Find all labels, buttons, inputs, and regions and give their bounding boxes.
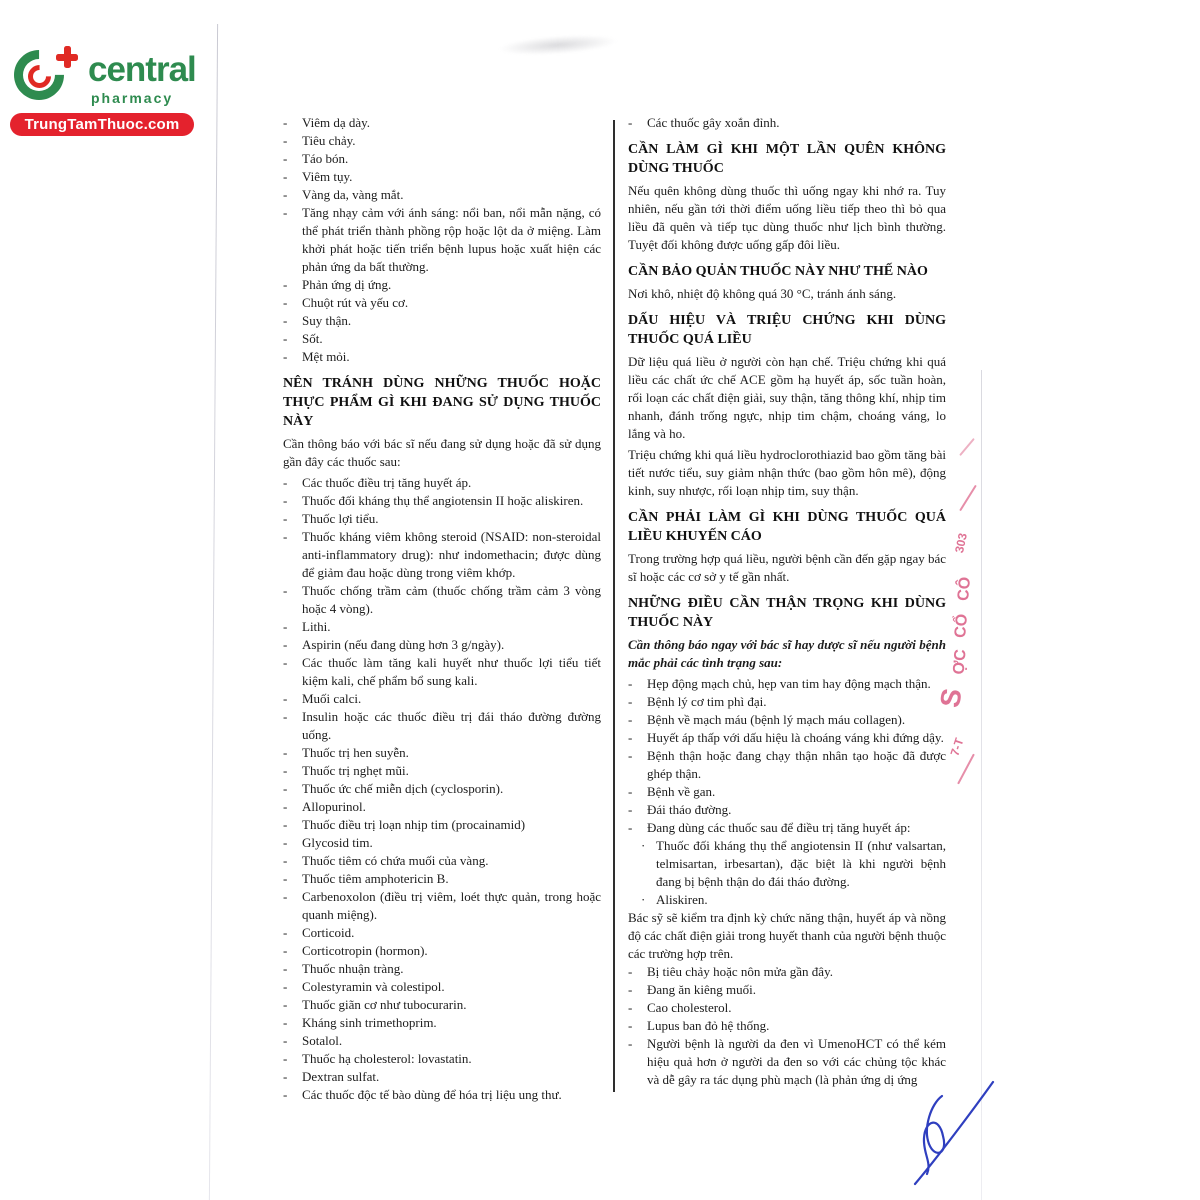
list-item [628, 693, 946, 711]
list-item [283, 1050, 601, 1068]
list-item-text: Lupus ban đỏ hệ thống. [647, 1018, 770, 1033]
list-item [628, 711, 946, 729]
list-item-text: Các thuốc độc tế bào dùng để hóa trị liệu ung thư. [302, 1087, 562, 1102]
bullet-marker: - [283, 655, 288, 670]
paragraph: Dữ liệu quá liều ở người còn hạn chế. Triệu chứng khi quá liều các chất ức chế ACE gồm hạ huyết áp, sốc tuần hoàn, rối loạn các chất điện giải, suy thận, tăng thông khí, nhịp tim nhanh, đánh trống ngực, nhịp tim chậm, choáng váng, lo lắng và ho. [628, 354, 946, 441]
list-item [283, 690, 601, 708]
list-item [628, 783, 946, 801]
list-item-text: Corticoid. [302, 925, 355, 940]
bullet-marker: - [283, 997, 288, 1012]
bullet-marker: - [628, 982, 633, 997]
list-item-text: Allopurinol. [302, 799, 366, 814]
list-item-text: Mệt mỏi. [302, 349, 350, 364]
list-item-text: Đái tháo đường. [647, 802, 732, 817]
list-item-text: Kháng sinh trimethoprim. [302, 1015, 437, 1030]
bullet-marker: - [283, 349, 288, 364]
stamp-text-fragment: S [933, 686, 968, 710]
bullet-marker: - [628, 1018, 633, 1033]
list-item [283, 618, 601, 636]
list-item-text: Bệnh về mạch máu (bệnh lý mạch máu collagen). [647, 712, 906, 727]
list-item-text: Các thuốc làm tăng kali huyết như thuốc lợi tiểu tiết kiệm kali, chế phẩm bổ sung kali. [302, 655, 601, 688]
list-item [283, 114, 601, 132]
list-item-text: Sốt. [302, 331, 323, 346]
bullet-marker: - [283, 1051, 288, 1066]
bullet-marker: - [283, 979, 288, 994]
bullet-marker: - [283, 745, 288, 760]
list-item-text: Thuốc giãn cơ như tubocurarin. [302, 997, 467, 1012]
list-item [283, 654, 601, 690]
list-item [283, 150, 601, 168]
list-item-text: Chuột rút và yếu cơ. [302, 295, 409, 310]
leaflet-left-column [283, 114, 601, 1104]
list-item [283, 1032, 601, 1050]
bullet-marker: - [283, 961, 288, 976]
bullet-marker: - [283, 529, 288, 544]
list-item [283, 996, 601, 1014]
list-item [628, 1017, 946, 1035]
stamp-line [957, 754, 975, 785]
list-item [283, 1014, 601, 1032]
list-item [628, 747, 946, 783]
list-item-text: Lithi. [302, 619, 331, 634]
bullet-list [628, 675, 946, 1089]
bullet-marker: - [283, 637, 288, 652]
bullet-marker: - [628, 115, 633, 130]
page-left-edge [209, 24, 218, 1200]
list-item [283, 942, 601, 960]
stamp-text-fragment: CỔ [951, 613, 972, 639]
list-item-text: Thuốc lợi tiểu. [302, 511, 379, 526]
list-item-text: Táo bón. [302, 151, 349, 166]
bullet-marker: - [283, 1069, 288, 1084]
bullet-marker: - [283, 1087, 288, 1102]
list-item-text: Thuốc đối kháng thụ thể angiotensin II hoặc aliskiren. [302, 493, 584, 508]
bullet-marker: - [628, 1000, 633, 1015]
bullet-marker: - [628, 730, 633, 745]
bullet-marker: - [283, 475, 288, 490]
list-item [283, 708, 601, 744]
signature-ink [885, 1076, 1000, 1191]
list-item-text: Insulin hoặc các thuốc điều trị đái tháo đường đường uống. [302, 709, 601, 742]
list-item-text: Huyết áp thấp với dấu hiệu là choáng váng khi đứng dậy. [647, 730, 944, 745]
list-item-text: Phản ứng dị ứng. [302, 277, 392, 292]
paragraph: Nếu quên không dùng thuốc thì uống ngay khi nhớ ra. Tuy nhiên, nếu gần tới thời điểm uống liều tiếp theo thì bỏ qua liều đã quên và tiếp tục dùng thuốc như lịch bình thường. Tuyệt đối không được uống gấp đôi liều. [628, 183, 946, 252]
list-item [283, 870, 601, 888]
bullet-list [283, 474, 601, 1104]
list-item [628, 981, 946, 999]
list-item-text: Thuốc trị nghẹt mũi. [302, 763, 409, 778]
bullet-marker: - [283, 277, 288, 292]
bullet-marker: - [283, 835, 288, 850]
bullet-marker: - [283, 295, 288, 310]
list-item [283, 510, 601, 528]
list-item [628, 999, 946, 1017]
stamp-text-fragment: CÔ [954, 576, 975, 602]
bullet-marker: - [283, 169, 288, 184]
section-heading: CẦN PHẢI LÀM GÌ KHI DÙNG THUỐC QUÁ LIỀU KHUYẾN CÁO [628, 510, 946, 544]
list-item [283, 924, 601, 942]
bullet-marker: - [283, 1015, 288, 1030]
list-item-text: Thuốc trị hen suyễn. [302, 745, 409, 760]
list-item [283, 474, 601, 492]
list-item [283, 762, 601, 780]
bullet-marker: - [628, 694, 633, 709]
list-item [283, 816, 601, 834]
section-heading: CẦN BẢO QUẢN THUỐC NÀY NHƯ THẾ NÀO [628, 264, 928, 279]
list-item-text: Vàng da, vàng mắt. [302, 187, 404, 202]
list-item-text: Muối calci. [302, 691, 362, 706]
bullet-list [283, 114, 601, 366]
paragraph: Triệu chứng khi quá liều hydroclorothiazid bao gồm tăng bài tiết nước tiểu, suy giảm nhận thức (bao gồm hôn mê), động kinh, suy nhược, rối loạn nhịp tim, suy thận. [628, 447, 946, 498]
bullet-marker: - [283, 871, 288, 886]
list-item [283, 978, 601, 996]
bullet-marker: - [628, 820, 633, 835]
bullet-marker: - [283, 763, 288, 778]
list-item-text: Cao cholesterol. [647, 1000, 732, 1015]
list-item [283, 348, 601, 366]
stamp-text-fragment: 7-T [947, 736, 967, 758]
paragraph: Nơi khô, nhiệt độ không quá 30 °C, tránh ánh sáng. [628, 286, 897, 301]
paragraph: Cần thông báo ngay với bác sĩ hay dược sĩ nếu người bệnh mắc phải các tình trạng sau: [628, 637, 946, 670]
list-item-text: Glycosid tim. [302, 835, 373, 850]
paragraph: Trong trường hợp quá liều, người bệnh cần đến gặp ngay bác sĩ hoặc các cơ sở y tế gần nhất. [628, 551, 947, 584]
list-item-text: Tăng nhạy cảm với ánh sáng: nổi ban, nổi mẫn nặng, có thể phát triển thành phồng rộp hoặc lột da ở miệng. Làm khởi phát hoặc tiến triển bệnh lupus hoặc xuất hiện các phản ứng da bất thường. [302, 205, 601, 274]
list-item-text: Dextran sulfat. [302, 1069, 380, 1084]
list-item-text: Aspirin (nếu đang dùng hơn 3 g/ngày). [302, 637, 505, 652]
site-banner: TrungTamThuoc.com [10, 113, 194, 136]
brand-subtitle: pharmacy [91, 90, 174, 106]
list-item [283, 1086, 601, 1104]
bullet-marker: - [628, 784, 633, 799]
list-item [283, 852, 601, 870]
bullet-marker: - [283, 583, 288, 598]
stamp-text-fragment: 303 [952, 531, 970, 555]
bullet-marker: - [283, 115, 288, 130]
list-item [283, 276, 601, 294]
bullet-marker: · [641, 838, 646, 853]
list-item [283, 312, 601, 330]
bullet-marker: - [283, 1033, 288, 1048]
bullet-marker: - [283, 691, 288, 706]
list-item [283, 888, 601, 924]
list-item-text: Thuốc điều trị loạn nhịp tim (procainamid) [302, 817, 526, 832]
bullet-marker: - [628, 712, 633, 727]
list-item-text: Các thuốc gây xoắn đỉnh. [647, 115, 780, 130]
list-item [628, 891, 946, 909]
bullet-marker: - [283, 187, 288, 202]
list-item [283, 492, 601, 510]
list-item [283, 132, 601, 150]
bullet-marker: - [283, 781, 288, 796]
bullet-marker: - [283, 889, 288, 904]
list-item [283, 294, 601, 312]
list-item-text: Bị tiêu chảy hoặc nôn mửa gần đây. [647, 964, 833, 979]
section-heading: CẦN LÀM GÌ KHI MỘT LẦN QUÊN KHÔNG DÙNG THUỐC [628, 142, 946, 176]
list-item [283, 834, 601, 852]
list-item-text: Bệnh về gan. [647, 784, 716, 799]
list-item [628, 675, 946, 693]
bullet-marker: - [283, 151, 288, 166]
bullet-list [628, 114, 946, 132]
list-item-text: Thuốc ức chế miễn dịch (cyclosporin). [302, 781, 504, 796]
list-item [283, 1068, 601, 1086]
list-item [283, 168, 601, 186]
list-item-text: Corticotropin (hormon). [302, 943, 428, 958]
list-item-text: Thuốc tiêm amphotericin B. [302, 871, 449, 886]
list-item-text: Viêm tụy. [302, 169, 353, 184]
bullet-marker: - [283, 619, 288, 634]
bullet-marker: - [628, 964, 633, 979]
stamp-line [959, 485, 977, 512]
list-item [283, 186, 601, 204]
list-item [628, 801, 946, 819]
bullet-marker: - [283, 511, 288, 526]
list-item [628, 819, 946, 837]
bullet-marker: - [628, 1036, 633, 1051]
list-item [283, 528, 601, 582]
paragraph: Cần thông báo với bác sĩ nếu đang sử dụng hoặc đã sử dụng gần đây các thuốc sau: [283, 436, 601, 469]
list-item [283, 780, 601, 798]
list-item [628, 114, 946, 132]
scan-smudge-artifact [498, 32, 619, 58]
list-item [283, 582, 601, 618]
bullet-marker: - [283, 943, 288, 958]
leaflet-right-column [628, 114, 946, 1089]
bullet-marker: - [628, 676, 633, 691]
list-item [628, 729, 946, 747]
list-item-text: Đang dùng các thuốc sau để điều trị tăng huyết áp: [647, 820, 911, 835]
bullet-marker: - [283, 925, 288, 940]
list-item-text: Người bệnh là người da đen vì UmenoHCT có thể kém hiệu quả hơn ở người da đen so với các chủng tộc khác và dễ gây ra tác dụng phù mạch (là phản ứng dị ứng [647, 1036, 946, 1087]
list-item-text: Thuốc chống trầm cảm (thuốc chống trầm cảm 3 vòng hoặc 4 vòng). [302, 583, 601, 616]
list-item [628, 909, 946, 963]
stamp-text-fragment: ỢC [950, 648, 970, 676]
list-item [628, 963, 946, 981]
list-item-text: Suy thận. [302, 313, 352, 328]
bullet-marker: - [283, 799, 288, 814]
list-item [283, 636, 601, 654]
stamp-line [959, 438, 975, 456]
list-item [283, 330, 601, 348]
list-item-text: Hẹp động mạch chủ, hẹp van tim hay động mạch thận. [647, 676, 931, 691]
list-item-text: Bệnh thận hoặc đang chạy thận nhân tạo hoặc đã được ghép thận. [647, 748, 946, 781]
list-item-text: Thuốc hạ cholesterol: lovastatin. [302, 1051, 472, 1066]
list-item-text: Thuốc nhuận tràng. [302, 961, 404, 976]
list-item-text: Thuốc kháng viêm không steroid (NSAID: non-steroidal anti-inflammatory drug): như indomethacin; được dùng để giảm đau hoặc dùng trong viêm khớp. [302, 529, 601, 580]
bullet-marker: - [283, 205, 288, 220]
central-pharmacy-logo [8, 26, 210, 140]
list-item-text: Aliskiren. [656, 892, 708, 907]
list-item-text: Thuốc tiêm có chứa muối của vàng. [302, 853, 489, 868]
list-item-text: Tiêu chảy. [302, 133, 356, 148]
bullet-marker: - [283, 313, 288, 328]
list-item [628, 837, 946, 891]
bullet-marker: - [628, 802, 633, 817]
list-item-text: Thuốc đối kháng thụ thể angiotensin II (như valsartan, telmisartan, irbesartan), đặc biệt là khi người bệnh đang bị bệnh thận do đái tháo đường. [656, 838, 946, 889]
brand-name: central [88, 50, 196, 89]
plus-cross-icon [56, 46, 78, 68]
bullet-marker: · [641, 892, 646, 907]
bullet-marker: - [283, 709, 288, 724]
bullet-marker: - [283, 853, 288, 868]
list-item [283, 744, 601, 762]
section-heading: DẤU HIỆU VÀ TRIỆU CHỨNG KHI DÙNG THUỐC QUÁ LIỀU [628, 313, 946, 347]
bullet-marker: - [283, 817, 288, 832]
bullet-marker: - [283, 493, 288, 508]
list-item-text: Viêm dạ dày. [302, 115, 371, 130]
list-item-text: Bác sỹ sẽ kiểm tra định kỳ chức năng thận, huyết áp và nồng độ các chất điện giải trong huyết thanh của người bệnh thuộc các trường hợp trên. [628, 910, 946, 961]
column-divider [613, 120, 615, 1092]
list-item-text: Đang ăn kiêng muối. [647, 982, 757, 997]
list-item-text: Colestyramin và colestipol. [302, 979, 445, 994]
list-item [283, 960, 601, 978]
list-item-text: Các thuốc điều trị tăng huyết áp. [302, 475, 472, 490]
bullet-marker: - [283, 133, 288, 148]
list-item-text: Bệnh lý cơ tim phì đại. [647, 694, 767, 709]
bullet-marker: - [628, 748, 633, 763]
bullet-marker: - [283, 331, 288, 346]
section-heading: NÊN TRÁNH DÙNG NHỮNG THUỐC HOẶC THỰC PHẨM GÌ KHI ĐANG SỬ DỤNG THUỐC NÀY [283, 376, 601, 429]
list-item-text: Carbenoxolon (điều trị viêm, loét thực quản, trong hoặc quanh miệng). [302, 889, 601, 922]
section-heading: NHỮNG ĐIỀU CẦN THẬN TRỌNG KHI DÙNG THUỐC NÀY [628, 596, 946, 630]
list-item-text: Sotalol. [302, 1033, 343, 1048]
list-item [283, 204, 601, 276]
logo-c-mark-icon [14, 50, 64, 100]
list-item [283, 798, 601, 816]
